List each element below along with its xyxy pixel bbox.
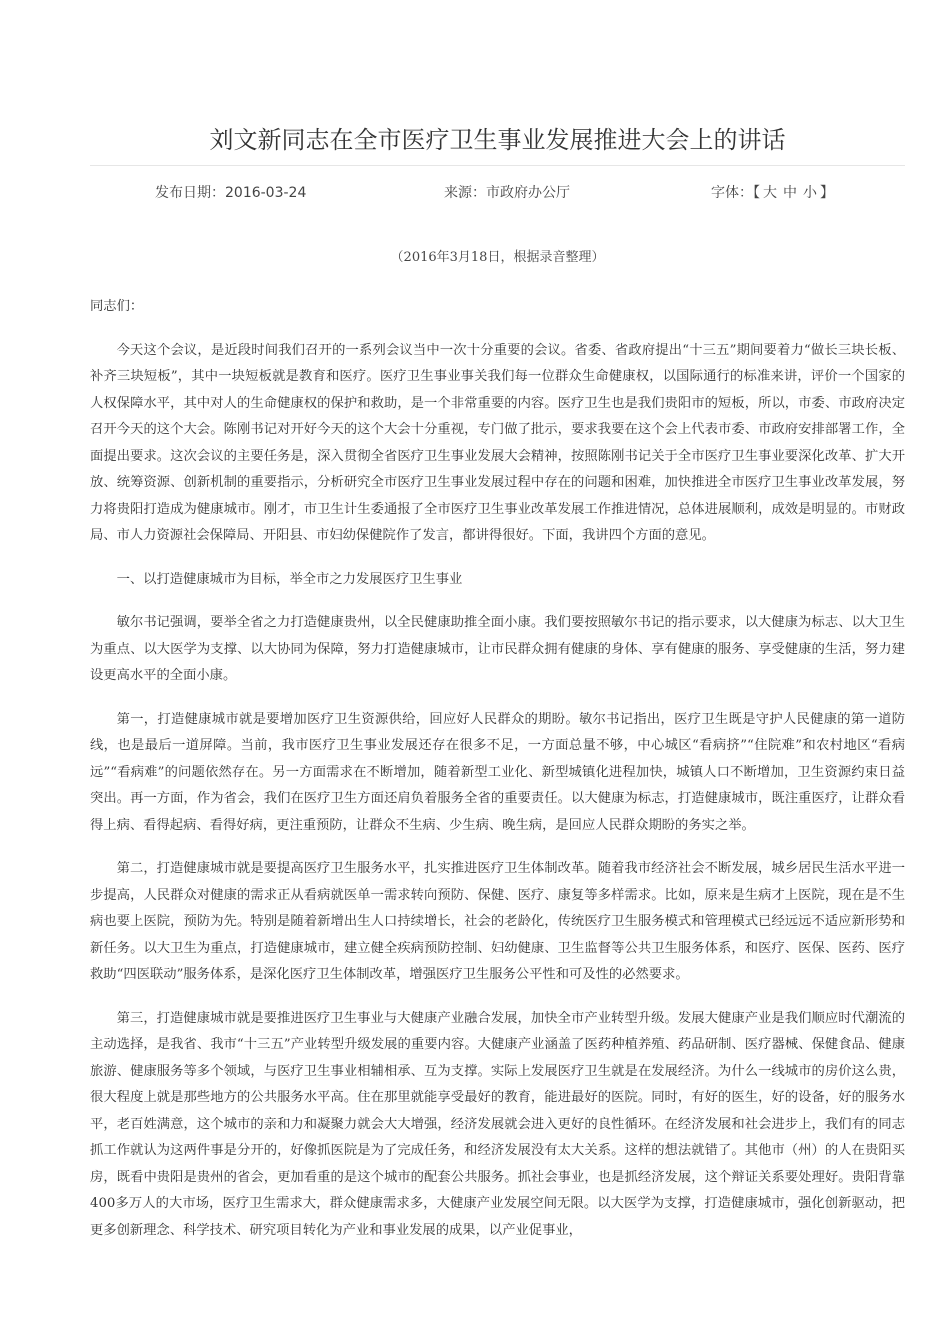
source-value: 市政府办公厅 bbox=[486, 185, 570, 201]
publish-date-value: 2016-03-24 bbox=[225, 185, 307, 201]
font-size-medium-button[interactable]: 中 bbox=[783, 185, 797, 201]
publish-date-label: 发布日期： bbox=[155, 185, 225, 201]
article-source bbox=[444, 183, 570, 203]
font-size-large-button[interactable]: 大 bbox=[763, 185, 777, 201]
publish-date bbox=[155, 183, 306, 203]
article-title: 刘文新同志在全市医疗卫生事业发展推进大会上的讲话 bbox=[209, 126, 786, 154]
font-bracket-close: 】 bbox=[820, 185, 834, 201]
paragraph-5: 第三，打造健康城市就是要推进医疗卫生事业与大健康产业融合发展，加快全市产业转型升级。发展大健康产业是我们顺应时代潮流的主动选择，是我省、我市“十三五”产业转型升级发展的重要内容。大健康产业涵盖了医药种植养殖、药品研制、医疗器械、保健食品、健康旅游、健康服务等多个领域，与医疗卫生事业相辅相承、互为支撑。实际上发展医疗卫生就是在发展经济。为什么一线城市的房价这么贵，很大程度上就是那些地方的公共服务水平高。住在那里就能享受最好的教育，能进最好的医院。同时，有好的医生，好的设备，好的服务水平，老百姓满意，这个城市的亲和力和凝聚力就会大大增强，经济发展就会进入更好的良性循环。在经济发展和社会进步上，我们有的同志抓工作就认为这两件事是分开的，好像抓医院是为了完成任务，和经济发展没有太大关系。这样的想法就错了。其他市（州）的人在贵阳买房，既看中贵阳是贵州的省会，更加看重的是这个城市的配套公共服务。抓社会事业，也是抓经济发展，这个辩证关系要处理好。贵阳背靠400多万人的大市场，医疗卫生需求大，群众健康需求多，大健康产业发展空间无限。以大医学为支撑，打造健康城市，强化创新驱动，把更多创新理念、科学技术、研究项目转化为产业和事业发展的成果，以产业促事业， bbox=[90, 1010, 905, 1238]
paragraph-3: 第一，打造健康城市就是要增加医疗卫生资源供给，回应好人民群众的期盼。敏尔书记指出，医疗卫生既是守护人民健康的第一道防线，也是最后一道屏障。当前，我市医疗卫生事业发展还存在很多不足，一方面总量不够，中心城区“看病挤”“住院难”和农村地区“看病远”“看病难”的问题依然存在。另一方面需求在不断增加，随着新型工业化、新型城镇化进程加快，城镇人口不断增加，卫生资源约束日益突出。再一方面，作为省会，我们在医疗卫生方面还肩负着服务全省的重要责任。以大健康为标志，打造健康城市，既注重医疗，让群众看得上病、看得起病、看得好病，更注重预防，让群众不生病、少生病、晚生病，是回应人民群众期盼的务实之举。 bbox=[90, 711, 905, 833]
font-size-small-button[interactable]: 小 bbox=[803, 185, 817, 201]
paragraph-2: 敏尔书记强调，要举全省之力打造健康贵州，以全民健康助推全面小康。我们要按照敏尔书记的指示要求，以大健康为标志、以大卫生为重点、以大医学为支撑、以大协同为保障，努力打造健康城市，让市民群众拥有健康的身体、享有健康的服务、享受健康的生活，努力建设更高水平的全面小康。 bbox=[90, 615, 905, 683]
font-size-label: 字体： bbox=[711, 185, 753, 201]
font-size-control bbox=[711, 183, 834, 203]
recording-note: （2016年3月18日，根据录音整理） bbox=[390, 250, 605, 265]
section-heading-1: 一、以打造健康城市为目标，举全市之力发展医疗卫生事业 bbox=[116, 571, 463, 587]
paragraph-4: 第二，打造健康城市就是要提高医疗卫生服务水平，扎实推进医疗卫生体制改革。随着我市经济社会不断发展，城乡居民生活水平进一步提高，人民群众对健康的需求正从看病就医单一需求转向预防、保健、医疗、康复等多样需求。比如，原来是生病才上医院，现在是不生病也要上医院，预防为先。特别是随着新增出生人口持续增长，社会的老龄化，传统医疗卫生服务模式和管理模式已经远远不适应新形势和新任务。以大卫生为重点，打造健康城市，建立健全疾病预防控制、妇幼健康、卫生监督等公共卫生服务体系，和医疗、医保、医药、医疗救助“四医联动”服务体系，是深化医疗卫生体制改革，增强医疗卫生服务公平性和可及性的必然要求。 bbox=[90, 861, 905, 982]
title-divider bbox=[90, 165, 905, 166]
source-label: 来源： bbox=[444, 185, 486, 201]
paragraph-1: 今天这个会议，是近段时间我们召开的一系列会议当中一次十分重要的会议。省委、省政府提出“十三五”期间要着力“做长三块长板、补齐三块短板”，其中一块短板就是教育和医疗。医疗卫生事业事关我们每一位群众生命健康权，以国际通行的标准来讲，评价一个国家的人权保障水平，其中对人的生命健康权的保护和救助，是一个非常重要的内容。医疗卫生也是我们贵阳市的短板，所以，市委、市政府决定召开今天的这个大会。陈刚书记对开好今天的这个大会十分重视，专门做了批示，要求我要在这个会上代表市委、市政府安排部署工作，全面提出要求。这次会议的主要任务是，深入贯彻全省医疗卫生事业发展大会精神，按照陈刚书记关于全市医疗卫生事业要深化改革、扩大开放、统筹资源、创新机制的重要指示，分析研究全市医疗卫生事业发展过程中存在的问题和困难，加快推进全市医疗卫生事业改革发展，努力将贵阳打造成为健康城市。刚才，市卫生计生委通报了全市医疗卫生事业改革发展工作推进情况，总体进展顺利，成效是明显的。市财政局、市人力资源社会保障局、开阳县、市妇幼保健院作了发言，都讲得很好。下面，我讲四个方面的意见。 bbox=[90, 342, 905, 543]
article-body bbox=[90, 294, 905, 1261]
font-bracket-open: 【 bbox=[753, 185, 760, 201]
greeting: 同志们： bbox=[90, 299, 144, 314]
